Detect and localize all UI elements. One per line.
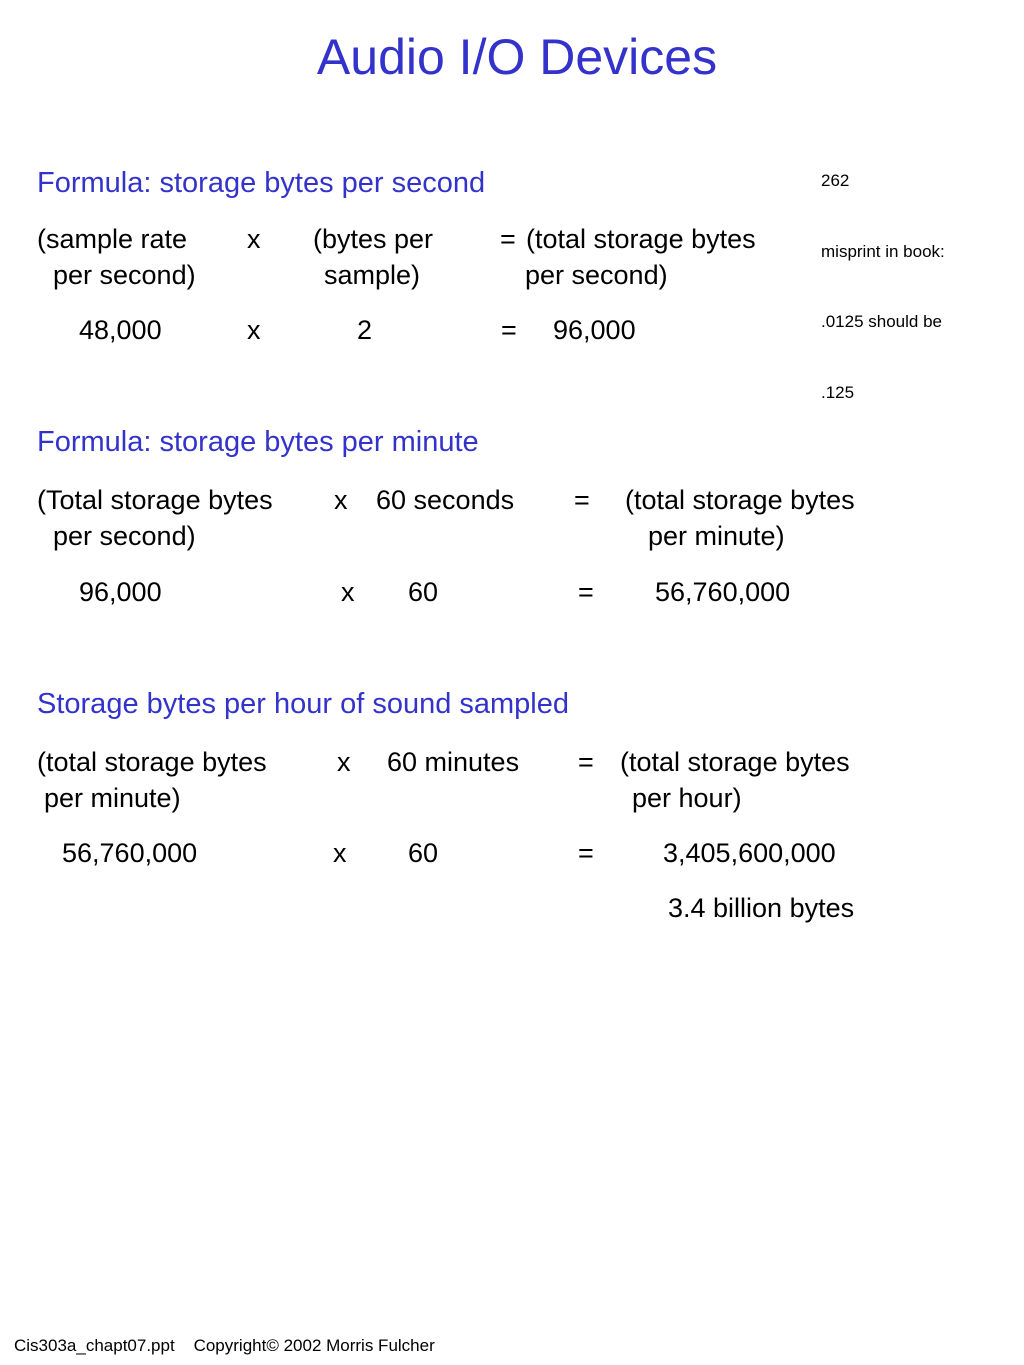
example-term2: 60 <box>408 838 439 868</box>
formula-term1-line2: per second) <box>53 521 196 551</box>
example-term1: 56,760,000 <box>62 838 198 868</box>
slide-title: Audio I/O Devices <box>316 29 718 85</box>
note-line: .125 <box>821 382 855 402</box>
example-operator: x <box>247 315 261 345</box>
section-heading-per-hour: Storage bytes per hour of sound sampled <box>37 688 569 720</box>
formula-result-line1: (total storage bytes <box>526 224 756 254</box>
formula-term1-line1: (sample rate <box>37 224 188 254</box>
example-term2: 2 <box>357 315 373 345</box>
note-line: 262 <box>821 171 850 190</box>
section-heading-per-second: Formula: storage bytes per second <box>37 167 486 199</box>
formula-operator: x <box>247 224 261 254</box>
formula-term2-line2: sample) <box>324 260 421 290</box>
formula-term2-line1: 60 seconds <box>376 485 515 515</box>
formula-operator: x <box>337 747 351 777</box>
note-line: misprint in book: <box>821 241 945 261</box>
example-term1: 96,000 <box>79 577 162 607</box>
example-result: 96,000 <box>553 315 636 345</box>
formula-result-line2: per second) <box>525 260 668 290</box>
example-equals: = <box>578 838 594 868</box>
formula-term1-line2: per minute) <box>44 783 181 813</box>
section-heading-per-minute: Formula: storage bytes per minute <box>37 426 479 458</box>
misprint-note <box>821 122 945 428</box>
formula-operator: x <box>334 485 348 515</box>
formula-term1-line2: per second) <box>53 260 196 290</box>
example-result-note: 3.4 billion bytes <box>668 893 855 923</box>
formula-term1-line1: (Total storage bytes <box>37 485 273 515</box>
formula-result-line1: (total storage bytes <box>620 747 850 777</box>
slide-footer: Cis303a_chapt07.ppt Copyright© 2002 Morris Fulcher <box>14 1336 435 1355</box>
formula-term2-line1: (bytes per <box>313 224 434 254</box>
formula-equals: = <box>500 224 516 254</box>
formula-result-line1: (total storage bytes <box>625 485 855 515</box>
example-operator: x <box>341 577 355 607</box>
example-equals: = <box>578 577 594 607</box>
example-result: 56,760,000 <box>655 577 791 607</box>
example-term2: 60 <box>408 577 439 607</box>
note-line: .0125 should be <box>821 312 942 331</box>
example-result: 3,405,600,000 <box>663 838 836 868</box>
formula-result-line2: per hour) <box>632 783 742 813</box>
formula-equals: = <box>578 747 594 777</box>
formula-result-line2: per minute) <box>648 521 785 551</box>
formula-term2-line1: 60 minutes <box>387 747 520 777</box>
example-operator: x <box>333 838 347 868</box>
example-equals: = <box>501 315 517 345</box>
formula-term1-line1: (total storage bytes <box>37 747 267 777</box>
example-term1: 48,000 <box>79 315 162 345</box>
formula-equals: = <box>574 485 590 515</box>
